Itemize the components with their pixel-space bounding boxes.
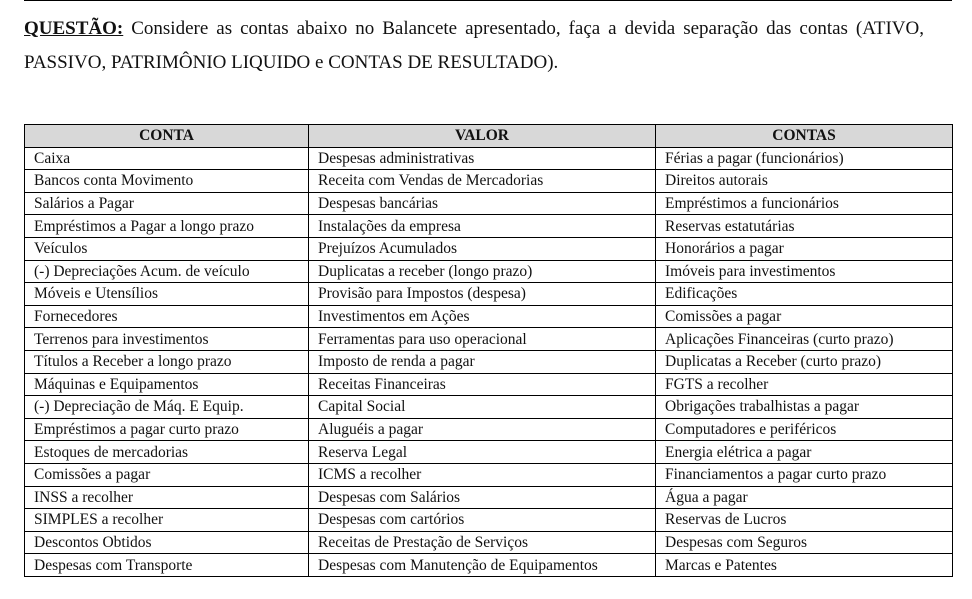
header-valor: VALOR xyxy=(309,125,656,148)
table-cell: Salários a Pagar xyxy=(25,192,309,215)
table-row xyxy=(25,463,953,486)
table-row xyxy=(25,328,953,351)
table-body xyxy=(25,147,953,576)
table-cell: Capital Social xyxy=(309,396,656,419)
table-cell: Reservas estatutárias xyxy=(656,215,953,238)
table-cell: Direitos autorais xyxy=(656,170,953,193)
table-cell: Provisão para Impostos (despesa) xyxy=(309,283,656,306)
table-cell: (-) Depreciação de Máq. E Equip. xyxy=(25,396,309,419)
table-cell: Duplicatas a receber (longo prazo) xyxy=(309,260,656,283)
table-cell: Caixa xyxy=(25,147,309,170)
table-row xyxy=(25,283,953,306)
table-header-row xyxy=(25,125,953,148)
question-label: QUESTÃO: xyxy=(24,18,124,39)
table-row xyxy=(25,170,953,193)
table-cell: Móveis e Utensílios xyxy=(25,283,309,306)
table-cell: Despesas com Seguros xyxy=(656,531,953,554)
table-cell: Bancos conta Movimento xyxy=(25,170,309,193)
table-cell: Duplicatas a Receber (curto prazo) xyxy=(656,350,953,373)
table-cell: Descontos Obtidos xyxy=(25,531,309,554)
table-cell: Comissões a pagar xyxy=(25,463,309,486)
table-cell: Energia elétrica a pagar xyxy=(656,441,953,464)
table-cell: INSS a recolher xyxy=(25,486,309,509)
table-row xyxy=(25,147,953,170)
top-rule xyxy=(24,0,952,1)
table-cell: Estoques de mercadorias xyxy=(25,441,309,464)
table-cell: Despesas com cartórios xyxy=(309,509,656,532)
table-cell: Empréstimos a Pagar a longo prazo xyxy=(25,215,309,238)
table-cell: Prejuízos Acumulados xyxy=(309,237,656,260)
table-row xyxy=(25,554,953,577)
table-cell: Terrenos para investimentos xyxy=(25,328,309,351)
table-cell: Despesas com Transporte xyxy=(25,554,309,577)
table-cell: Veículos xyxy=(25,237,309,260)
table-cell: Imposto de renda a pagar xyxy=(309,350,656,373)
table-cell: Instalações da empresa xyxy=(309,215,656,238)
table-cell: Empréstimos a pagar curto prazo xyxy=(25,418,309,441)
table-cell: Reserva Legal xyxy=(309,441,656,464)
table-row xyxy=(25,396,953,419)
table-row xyxy=(25,260,953,283)
table-cell: Despesas bancárias xyxy=(309,192,656,215)
table-cell: Receita com Vendas de Mercadorias xyxy=(309,170,656,193)
table-cell: Imóveis para investimentos xyxy=(656,260,953,283)
table-cell: ICMS a recolher xyxy=(309,463,656,486)
table-cell: Computadores e periféricos xyxy=(656,418,953,441)
table-cell: Água a pagar xyxy=(656,486,953,509)
table-row xyxy=(25,531,953,554)
table-cell: Investimentos em Ações xyxy=(309,305,656,328)
table-row xyxy=(25,373,953,396)
table-cell: Títulos a Receber a longo prazo xyxy=(25,350,309,373)
table-cell: (-) Depreciações Acum. de veículo xyxy=(25,260,309,283)
table-cell: Marcas e Patentes xyxy=(656,554,953,577)
table-cell: Honorários a pagar xyxy=(656,237,953,260)
question-paragraph xyxy=(24,12,924,80)
table-cell: Despesas com Manutenção de Equipamentos xyxy=(309,554,656,577)
table-row xyxy=(25,441,953,464)
table-cell: Comissões a pagar xyxy=(656,305,953,328)
table-row xyxy=(25,305,953,328)
table-cell: Empréstimos a funcionários xyxy=(656,192,953,215)
table-cell: Ferramentas para uso operacional xyxy=(309,328,656,351)
table-row xyxy=(25,418,953,441)
table-cell: Aluguéis a pagar xyxy=(309,418,656,441)
accounts-table xyxy=(24,124,953,577)
table-row xyxy=(25,237,953,260)
table-row xyxy=(25,509,953,532)
table-cell: SIMPLES a recolher xyxy=(25,509,309,532)
table-cell: Receitas Financeiras xyxy=(309,373,656,396)
table-cell: Obrigações trabalhistas a pagar xyxy=(656,396,953,419)
table-cell: Fornecedores xyxy=(25,305,309,328)
table-cell: Despesas administrativas xyxy=(309,147,656,170)
table-row xyxy=(25,350,953,373)
table-cell: Férias a pagar (funcionários) xyxy=(656,147,953,170)
table-cell: Máquinas e Equipamentos xyxy=(25,373,309,396)
table-row xyxy=(25,486,953,509)
table-cell: Aplicações Financeiras (curto prazo) xyxy=(656,328,953,351)
table-cell: Despesas com Salários xyxy=(309,486,656,509)
table-cell: Edificações xyxy=(656,283,953,306)
table-cell: Receitas de Prestação de Serviços xyxy=(309,531,656,554)
header-conta: CONTA xyxy=(25,125,309,148)
table-cell: Reservas de Lucros xyxy=(656,509,953,532)
table-row xyxy=(25,215,953,238)
table-cell: Financiamentos a pagar curto prazo xyxy=(656,463,953,486)
question-text: Considere as contas abaixo no Balancete apresentado, faça a devida separação das contas (ATIVO, PASSIVO, PATRIMÔNIO LIQUIDO e CONTAS DE RESULTADO). xyxy=(24,18,924,73)
header-contas: CONTAS xyxy=(656,125,953,148)
table-cell: FGTS a recolher xyxy=(656,373,953,396)
table-row xyxy=(25,192,953,215)
